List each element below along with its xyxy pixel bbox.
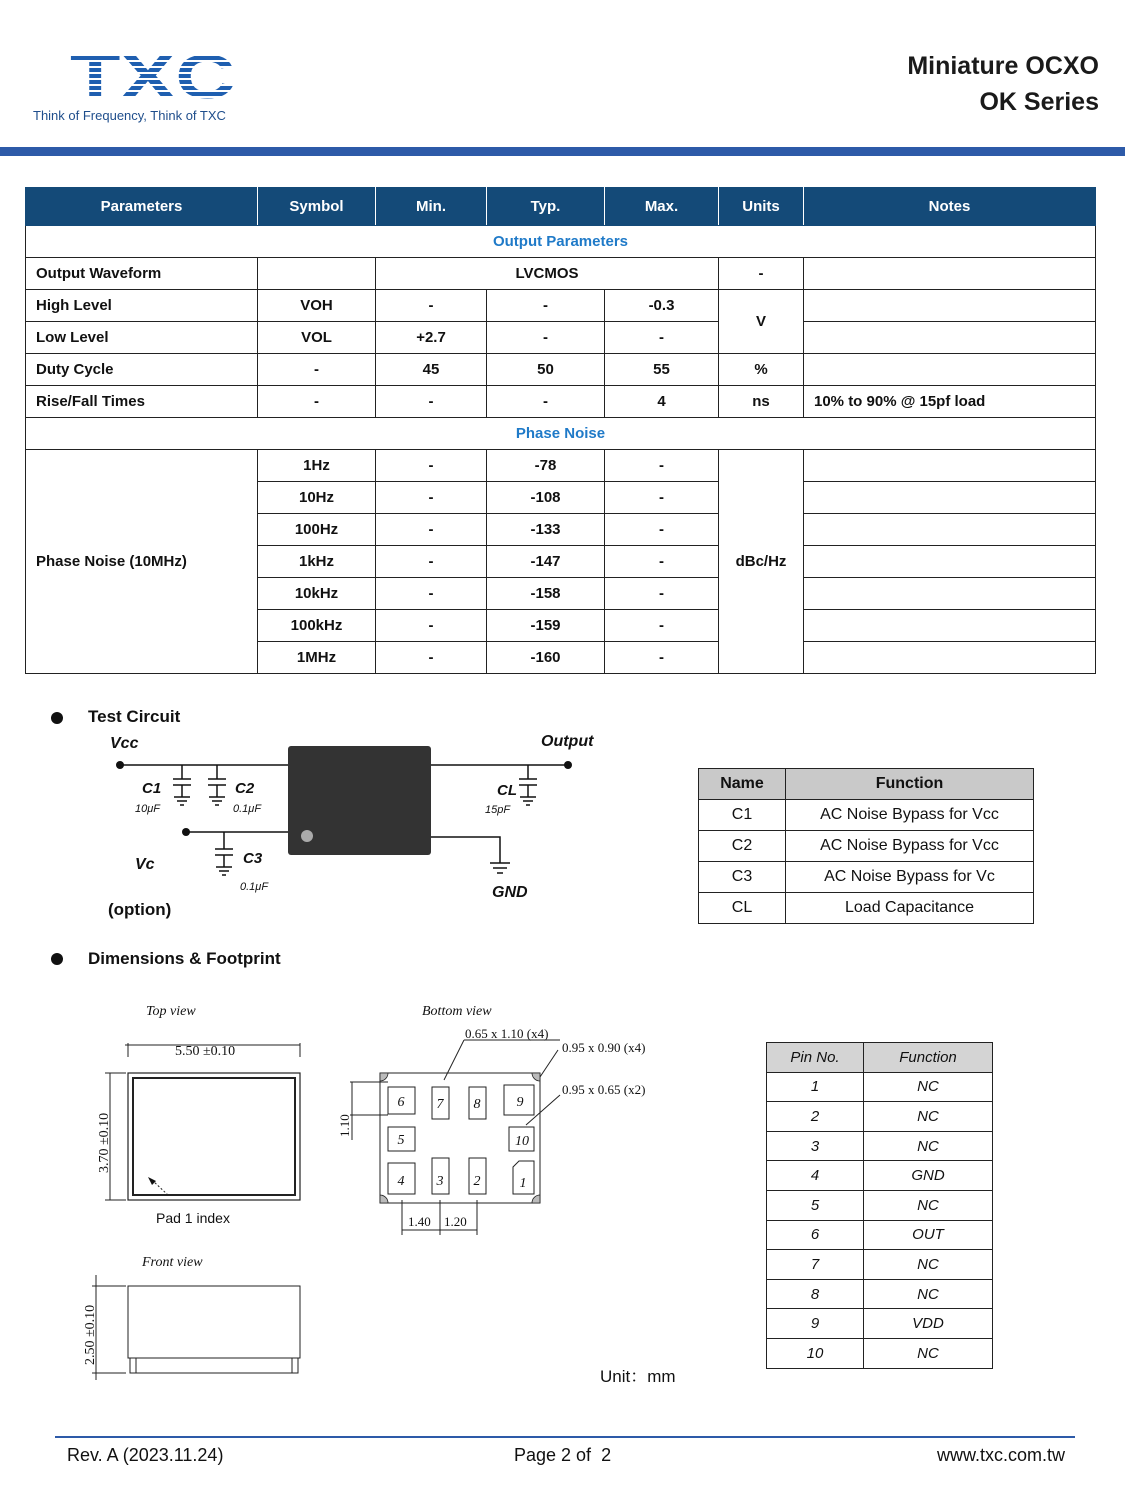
units-cell: -	[719, 258, 804, 290]
col-header: Function	[786, 769, 1034, 800]
vcc-label: Vcc	[110, 735, 139, 752]
typ-cell: -160	[487, 642, 605, 674]
dim-140: 1.40	[408, 1214, 431, 1229]
doc-subtitle: OK Series	[979, 88, 1099, 116]
notes-cell	[804, 258, 1096, 290]
c1-value: 10μF	[135, 803, 160, 815]
table-row	[26, 354, 1096, 386]
col-header: Function	[864, 1043, 993, 1073]
footer-rule	[55, 1436, 1075, 1438]
notes-cell	[804, 610, 1096, 642]
max-cell: -	[605, 642, 719, 674]
function-cell: NC	[864, 1102, 993, 1132]
vc-label: Vc	[135, 856, 155, 873]
symbol-cell	[258, 258, 376, 290]
c2-label: C2	[235, 780, 255, 797]
col-header: Symbol	[258, 188, 376, 226]
pin-cell: 2	[767, 1102, 864, 1132]
max-cell: -	[605, 514, 719, 546]
revision-label: Rev. A (2023.11.24)	[67, 1445, 224, 1465]
max-cell: -	[605, 578, 719, 610]
header-rule	[0, 147, 1125, 156]
pin-cell: 8	[767, 1279, 864, 1309]
table-row	[767, 1338, 993, 1368]
function-cell: NC	[864, 1072, 993, 1102]
symbol-cell: -	[258, 354, 376, 386]
table-row	[767, 1279, 993, 1309]
pad1-index-label: Pad 1 index	[156, 1210, 230, 1226]
dimensions-heading: Dimensions & Footprint	[88, 949, 281, 968]
typ-cell: -108	[487, 482, 605, 514]
typ-cell: -	[487, 386, 605, 418]
name-cell: C1	[699, 800, 786, 831]
cl-value: 15pF	[485, 804, 511, 816]
notes-cell	[804, 354, 1096, 386]
typ-cell: -	[487, 290, 605, 322]
typ-cell: -78	[487, 450, 605, 482]
max-cell: -	[605, 322, 719, 354]
max-cell: 55	[605, 354, 719, 386]
width-dim: 5.50 ±0.10	[175, 1044, 236, 1059]
function-cell: Load Capacitance	[786, 893, 1034, 924]
pin-cell: 5	[767, 1190, 864, 1220]
table-row	[767, 1161, 993, 1191]
function-cell: NC	[864, 1279, 993, 1309]
symbol-cell: 100kHz	[258, 610, 376, 642]
pin-cell: 4	[767, 1161, 864, 1191]
function-cell: NC	[864, 1250, 993, 1280]
dim-110: 1.10	[337, 1114, 352, 1137]
typ-cell: -133	[487, 514, 605, 546]
param-cell: Low Level	[26, 322, 258, 354]
table-row	[26, 258, 1096, 290]
pin-cell: 7	[767, 1250, 864, 1280]
min-cell: -	[376, 514, 487, 546]
gnd-label: GND	[492, 884, 528, 901]
symbol-cell: 10kHz	[258, 578, 376, 610]
param-cell: Duty Cycle	[26, 354, 258, 386]
min-cell: -	[376, 450, 487, 482]
pad-2: 2	[473, 1174, 481, 1189]
notes-cell	[804, 546, 1096, 578]
dim-120: 1.20	[444, 1214, 467, 1229]
notes-cell	[804, 514, 1096, 546]
table-row	[767, 1072, 993, 1102]
table-row	[26, 322, 1096, 354]
typ-cell: -	[487, 322, 605, 354]
name-cell: C2	[699, 831, 786, 862]
col-header: Min.	[376, 188, 487, 226]
cl-label: CL	[497, 782, 517, 799]
pin-cell: 6	[767, 1220, 864, 1250]
output-label: Output	[541, 733, 594, 750]
col-header: Notes	[804, 188, 1096, 226]
spec-header-row	[26, 188, 1096, 226]
section-phase-noise: Phase Noise	[26, 418, 1096, 450]
pad-6: 6	[397, 1095, 405, 1110]
col-header: Typ.	[487, 188, 605, 226]
typ-cell: -147	[487, 546, 605, 578]
table-row	[26, 386, 1096, 418]
units-cell: %	[719, 354, 804, 386]
pad-3: 3	[436, 1174, 444, 1189]
symbol-cell: 1Hz	[258, 450, 376, 482]
symbol-cell: VOH	[258, 290, 376, 322]
top-view-label: Top view	[146, 1004, 196, 1019]
table-row	[767, 1309, 993, 1339]
c1-label: C1	[142, 780, 162, 797]
col-header: Max.	[605, 188, 719, 226]
function-table	[698, 768, 1034, 924]
units-cell: V	[719, 290, 804, 354]
function-cell: AC Noise Bypass for Vc	[786, 862, 1034, 893]
test-circuit-heading: Test Circuit	[88, 707, 181, 726]
col-header: Parameters	[26, 188, 258, 226]
max-cell: -	[605, 546, 719, 578]
max-cell: 4	[605, 386, 719, 418]
symbol-cell: 1MHz	[258, 642, 376, 674]
website-link[interactable]: www.txc.com.tw	[936, 1445, 1065, 1465]
height-dim: 3.70 ±0.10	[97, 1112, 112, 1173]
notes-cell	[804, 482, 1096, 514]
logo-tagline: Think of Frequency, Think of TXC	[33, 108, 226, 123]
col-header: Name	[699, 769, 786, 800]
pad-size-b: 0.95 x 0.90 (x4)	[562, 1040, 646, 1055]
symbol-cell: -	[258, 386, 376, 418]
value-cell: LVCMOS	[376, 258, 719, 290]
table-row	[767, 1102, 993, 1132]
section-output-parameters: Output Parameters	[26, 226, 1096, 258]
function-cell: VDD	[864, 1309, 993, 1339]
param-cell: Output Waveform	[26, 258, 258, 290]
pad-4: 4	[397, 1174, 405, 1189]
option-label: (option)	[108, 900, 172, 919]
bullet-icon	[51, 953, 63, 965]
col-header: Pin No.	[767, 1043, 864, 1073]
min-cell: -	[376, 642, 487, 674]
pin-cell: 9	[767, 1309, 864, 1339]
notes-cell	[804, 578, 1096, 610]
c3-label: C3	[243, 850, 263, 867]
pin-cell: 10	[767, 1338, 864, 1368]
function-cell: GND	[864, 1161, 993, 1191]
units-cell: ns	[719, 386, 804, 418]
notes-cell	[804, 290, 1096, 322]
table-row	[699, 800, 1034, 831]
name-cell: CL	[699, 893, 786, 924]
table-row	[767, 1131, 993, 1161]
symbol-cell: 100Hz	[258, 514, 376, 546]
function-cell: NC	[864, 1190, 993, 1220]
logo-text: TXC	[70, 50, 235, 102]
table-row	[699, 893, 1034, 924]
min-cell: -	[376, 546, 487, 578]
pad-1: 1	[519, 1176, 527, 1191]
table-row	[699, 831, 1034, 862]
bullet-icon	[51, 712, 63, 724]
notes-cell	[804, 642, 1096, 674]
pad-10: 10	[515, 1134, 529, 1149]
pin-cell: 3	[767, 1131, 864, 1161]
symbol-cell: 1kHz	[258, 546, 376, 578]
function-cell: NC	[864, 1131, 993, 1161]
pin-table	[766, 1042, 993, 1369]
typ-cell: -158	[487, 578, 605, 610]
typ-cell: -159	[487, 610, 605, 642]
pad-7: 7	[436, 1097, 444, 1112]
param-cell: High Level	[26, 290, 258, 322]
table-row	[26, 450, 1096, 482]
min-cell: -	[376, 386, 487, 418]
pad-9: 9	[516, 1095, 524, 1110]
unit-label: Unit：mm	[600, 1367, 676, 1386]
max-cell: -	[605, 610, 719, 642]
min-cell: 45	[376, 354, 487, 386]
max-cell: -	[605, 482, 719, 514]
pad-size-c: 0.95 x 0.65 (x2)	[562, 1082, 646, 1097]
front-view-label: Front view	[142, 1255, 203, 1270]
pin-cell: 1	[767, 1072, 864, 1102]
param-cell: Phase Noise (10MHz)	[26, 450, 258, 674]
pad-8: 8	[473, 1097, 481, 1112]
min-cell: -	[376, 578, 487, 610]
spec-table	[25, 187, 1096, 674]
pad-size-a: 0.65 x 1.10 (x4)	[465, 1026, 549, 1041]
c3-value: 0.1μF	[240, 881, 269, 893]
min-cell: +2.7	[376, 322, 487, 354]
dimension-drawing	[60, 995, 700, 1405]
pad-5: 5	[397, 1133, 405, 1148]
typ-cell: 50	[487, 354, 605, 386]
col-header: Units	[719, 188, 804, 226]
symbol-cell: VOL	[258, 322, 376, 354]
table-row	[767, 1250, 993, 1280]
thickness-dim: 2.50 ±0.10	[83, 1304, 98, 1365]
test-circuit-diagram	[100, 725, 620, 930]
function-cell: AC Noise Bypass for Vcc	[786, 800, 1034, 831]
c2-value: 0.1μF	[233, 803, 262, 815]
table-row	[26, 290, 1096, 322]
max-cell: -	[605, 450, 719, 482]
function-cell: OUT	[864, 1220, 993, 1250]
function-cell: AC Noise Bypass for Vcc	[786, 831, 1034, 862]
param-cell: Rise/Fall Times	[26, 386, 258, 418]
doc-title: Miniature OCXO	[907, 52, 1099, 80]
table-row	[767, 1220, 993, 1250]
min-cell: -	[376, 290, 487, 322]
notes-cell	[804, 322, 1096, 354]
min-cell: -	[376, 610, 487, 642]
function-cell: NC	[864, 1338, 993, 1368]
bottom-view-label: Bottom view	[422, 1004, 492, 1019]
table-row	[767, 1190, 993, 1220]
units-cell: dBc/Hz	[719, 450, 804, 674]
name-cell: C3	[699, 862, 786, 893]
symbol-cell: 10Hz	[258, 482, 376, 514]
table-row	[699, 862, 1034, 893]
notes-cell	[804, 450, 1096, 482]
min-cell: -	[376, 482, 487, 514]
notes-cell: 10% to 90% @ 15pf load	[804, 386, 1096, 418]
txc-logo	[70, 50, 240, 102]
max-cell: -0.3	[605, 290, 719, 322]
page-number: Page 2 of 2	[514, 1445, 612, 1465]
